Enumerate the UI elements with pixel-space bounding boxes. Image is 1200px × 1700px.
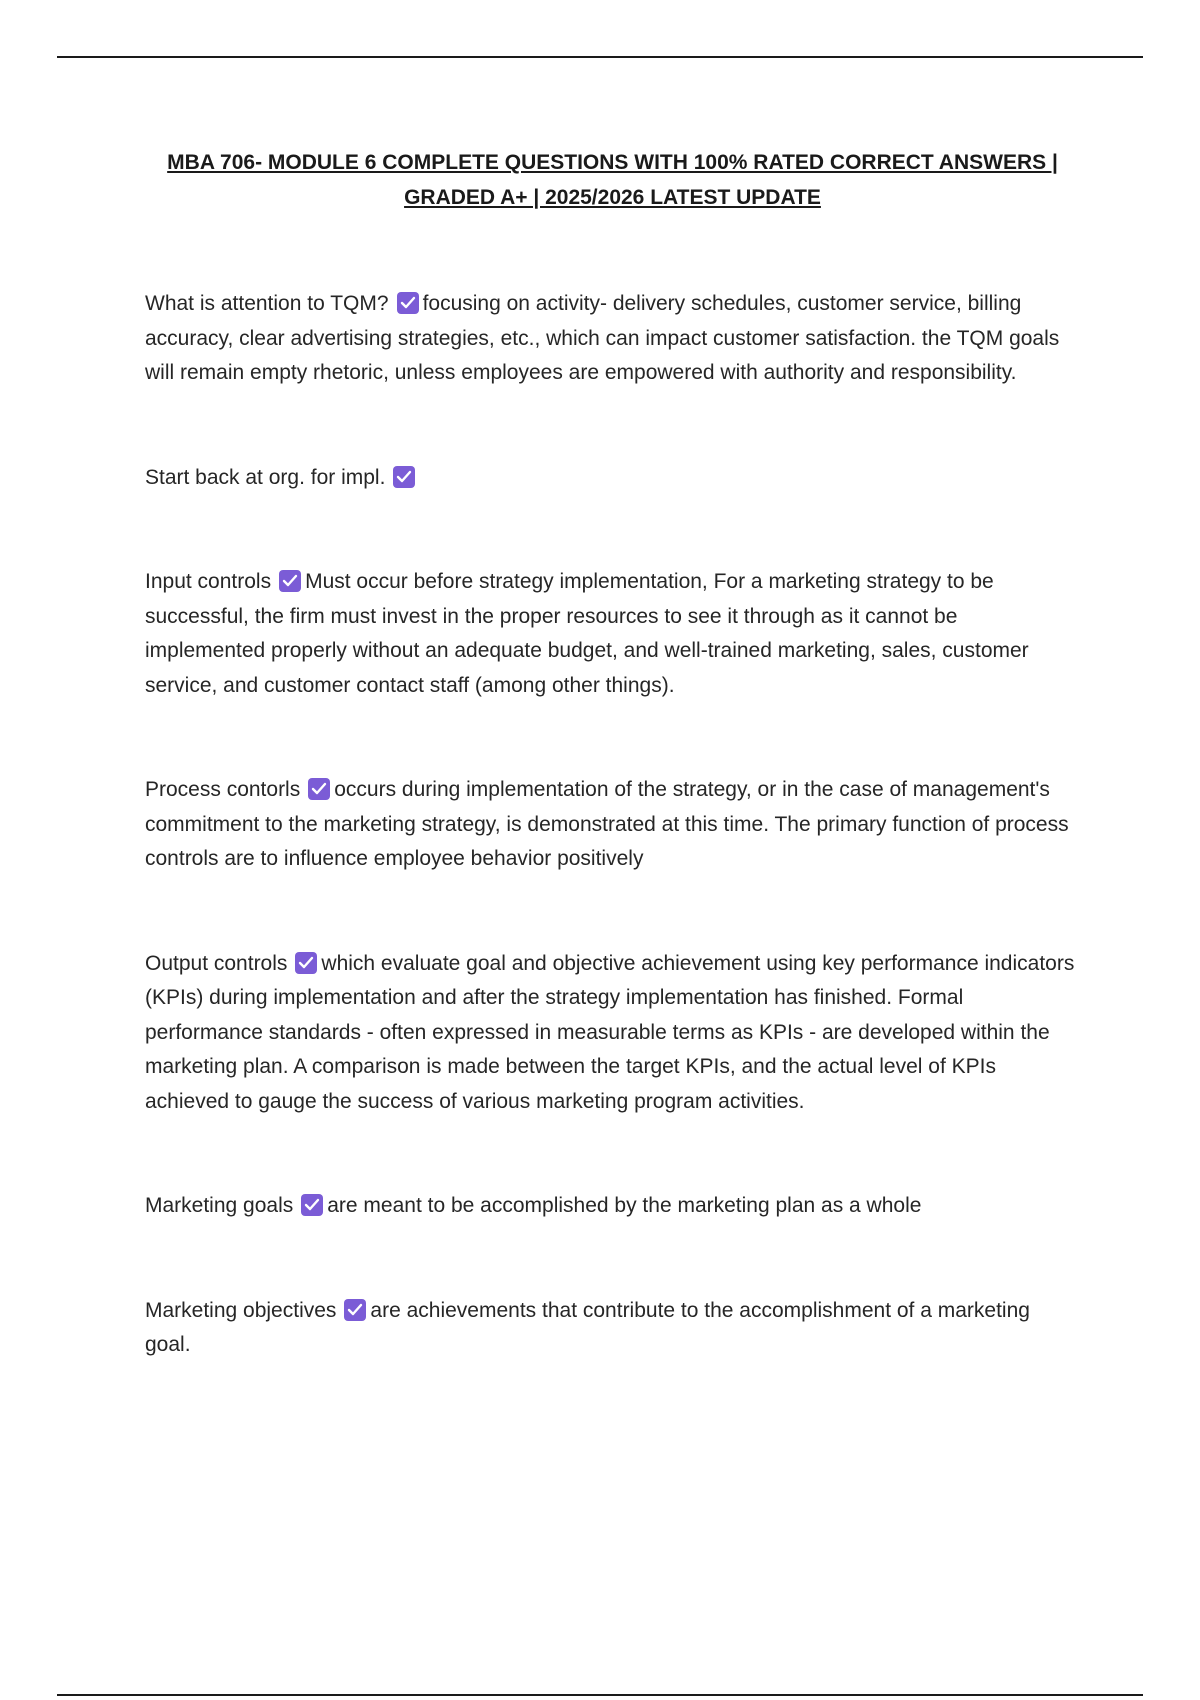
check-box-icon [344, 1299, 366, 1321]
answer-text: are achievements that contribute to the accomplishment of a marketing goal. [145, 1298, 1030, 1356]
question-term: Output controls [145, 951, 288, 975]
question-term: Marketing objectives [145, 1298, 337, 1322]
check-box-icon [301, 1194, 323, 1216]
check-box-icon [279, 570, 301, 592]
qa-entry [145, 1189, 1080, 1224]
question-term: What is attention to TQM? [145, 292, 389, 315]
question-term: Input controls [145, 570, 272, 593]
qa-entry [145, 287, 1080, 391]
question-term: Process contorls [145, 778, 301, 801]
question-term: Marketing goals [145, 1194, 294, 1217]
answer-text: are meant to be accomplished by the marketing plan as a whole [327, 1194, 922, 1217]
answer-text: which evaluate goal and objective achievement using key performance indicators (KPIs) during implementation and after the strategy implementation has finished. Formal performance standards - often expressed in measurable terms as KPIs - are developed within the marketing plan. A comparison is made between the target KPIs, and the actual level of KPIs achieved to gauge the success of various marketing program activities. [145, 951, 1075, 1113]
qa-entry [145, 947, 1080, 1120]
qa-entry [145, 565, 1080, 703]
check-box-icon [397, 292, 419, 314]
document-title [145, 145, 1080, 215]
check-box-icon [393, 466, 415, 488]
title-line-2: GRADED A+ | 2025/2026 LATEST UPDATE [404, 186, 821, 209]
check-box-icon [308, 778, 330, 800]
answer-text: occurs during implementation of the strategy, or in the case of management's commitment to the marketing strategy, is demonstrated at this time. The primary function of process controls are to influence employee behavior positively [145, 778, 1069, 870]
footer-rule [57, 1694, 1143, 1696]
answer-text: focusing on activity- delivery schedules, customer service, billing accuracy, clear advertising strategies, etc., which can impact customer satisfaction. the TQM goals will remain empty rhetoric, unless employees are empowered with authority and responsibility. [145, 292, 1060, 384]
qa-list [145, 287, 1080, 1363]
qa-entry [145, 1294, 1080, 1363]
header-rule [57, 56, 1143, 58]
question-term: Start back at org. for impl. [145, 465, 386, 489]
qa-entry [145, 773, 1080, 877]
document-page [145, 145, 1080, 1433]
qa-entry [145, 461, 1080, 496]
title-line-1: MBA 706- MODULE 6 COMPLETE QUESTIONS WITH 100% RATED CORRECT ANSWERS | [167, 151, 1058, 174]
answer-text: Must occur before strategy implementation, For a marketing strategy to be successful, the firm must invest in the proper resources to see it through as it cannot be implemented properly without an adequate budget, and well-trained marketing, sales, customer service, and customer contact staff (among other things). [145, 570, 1029, 697]
check-box-icon [295, 952, 317, 974]
